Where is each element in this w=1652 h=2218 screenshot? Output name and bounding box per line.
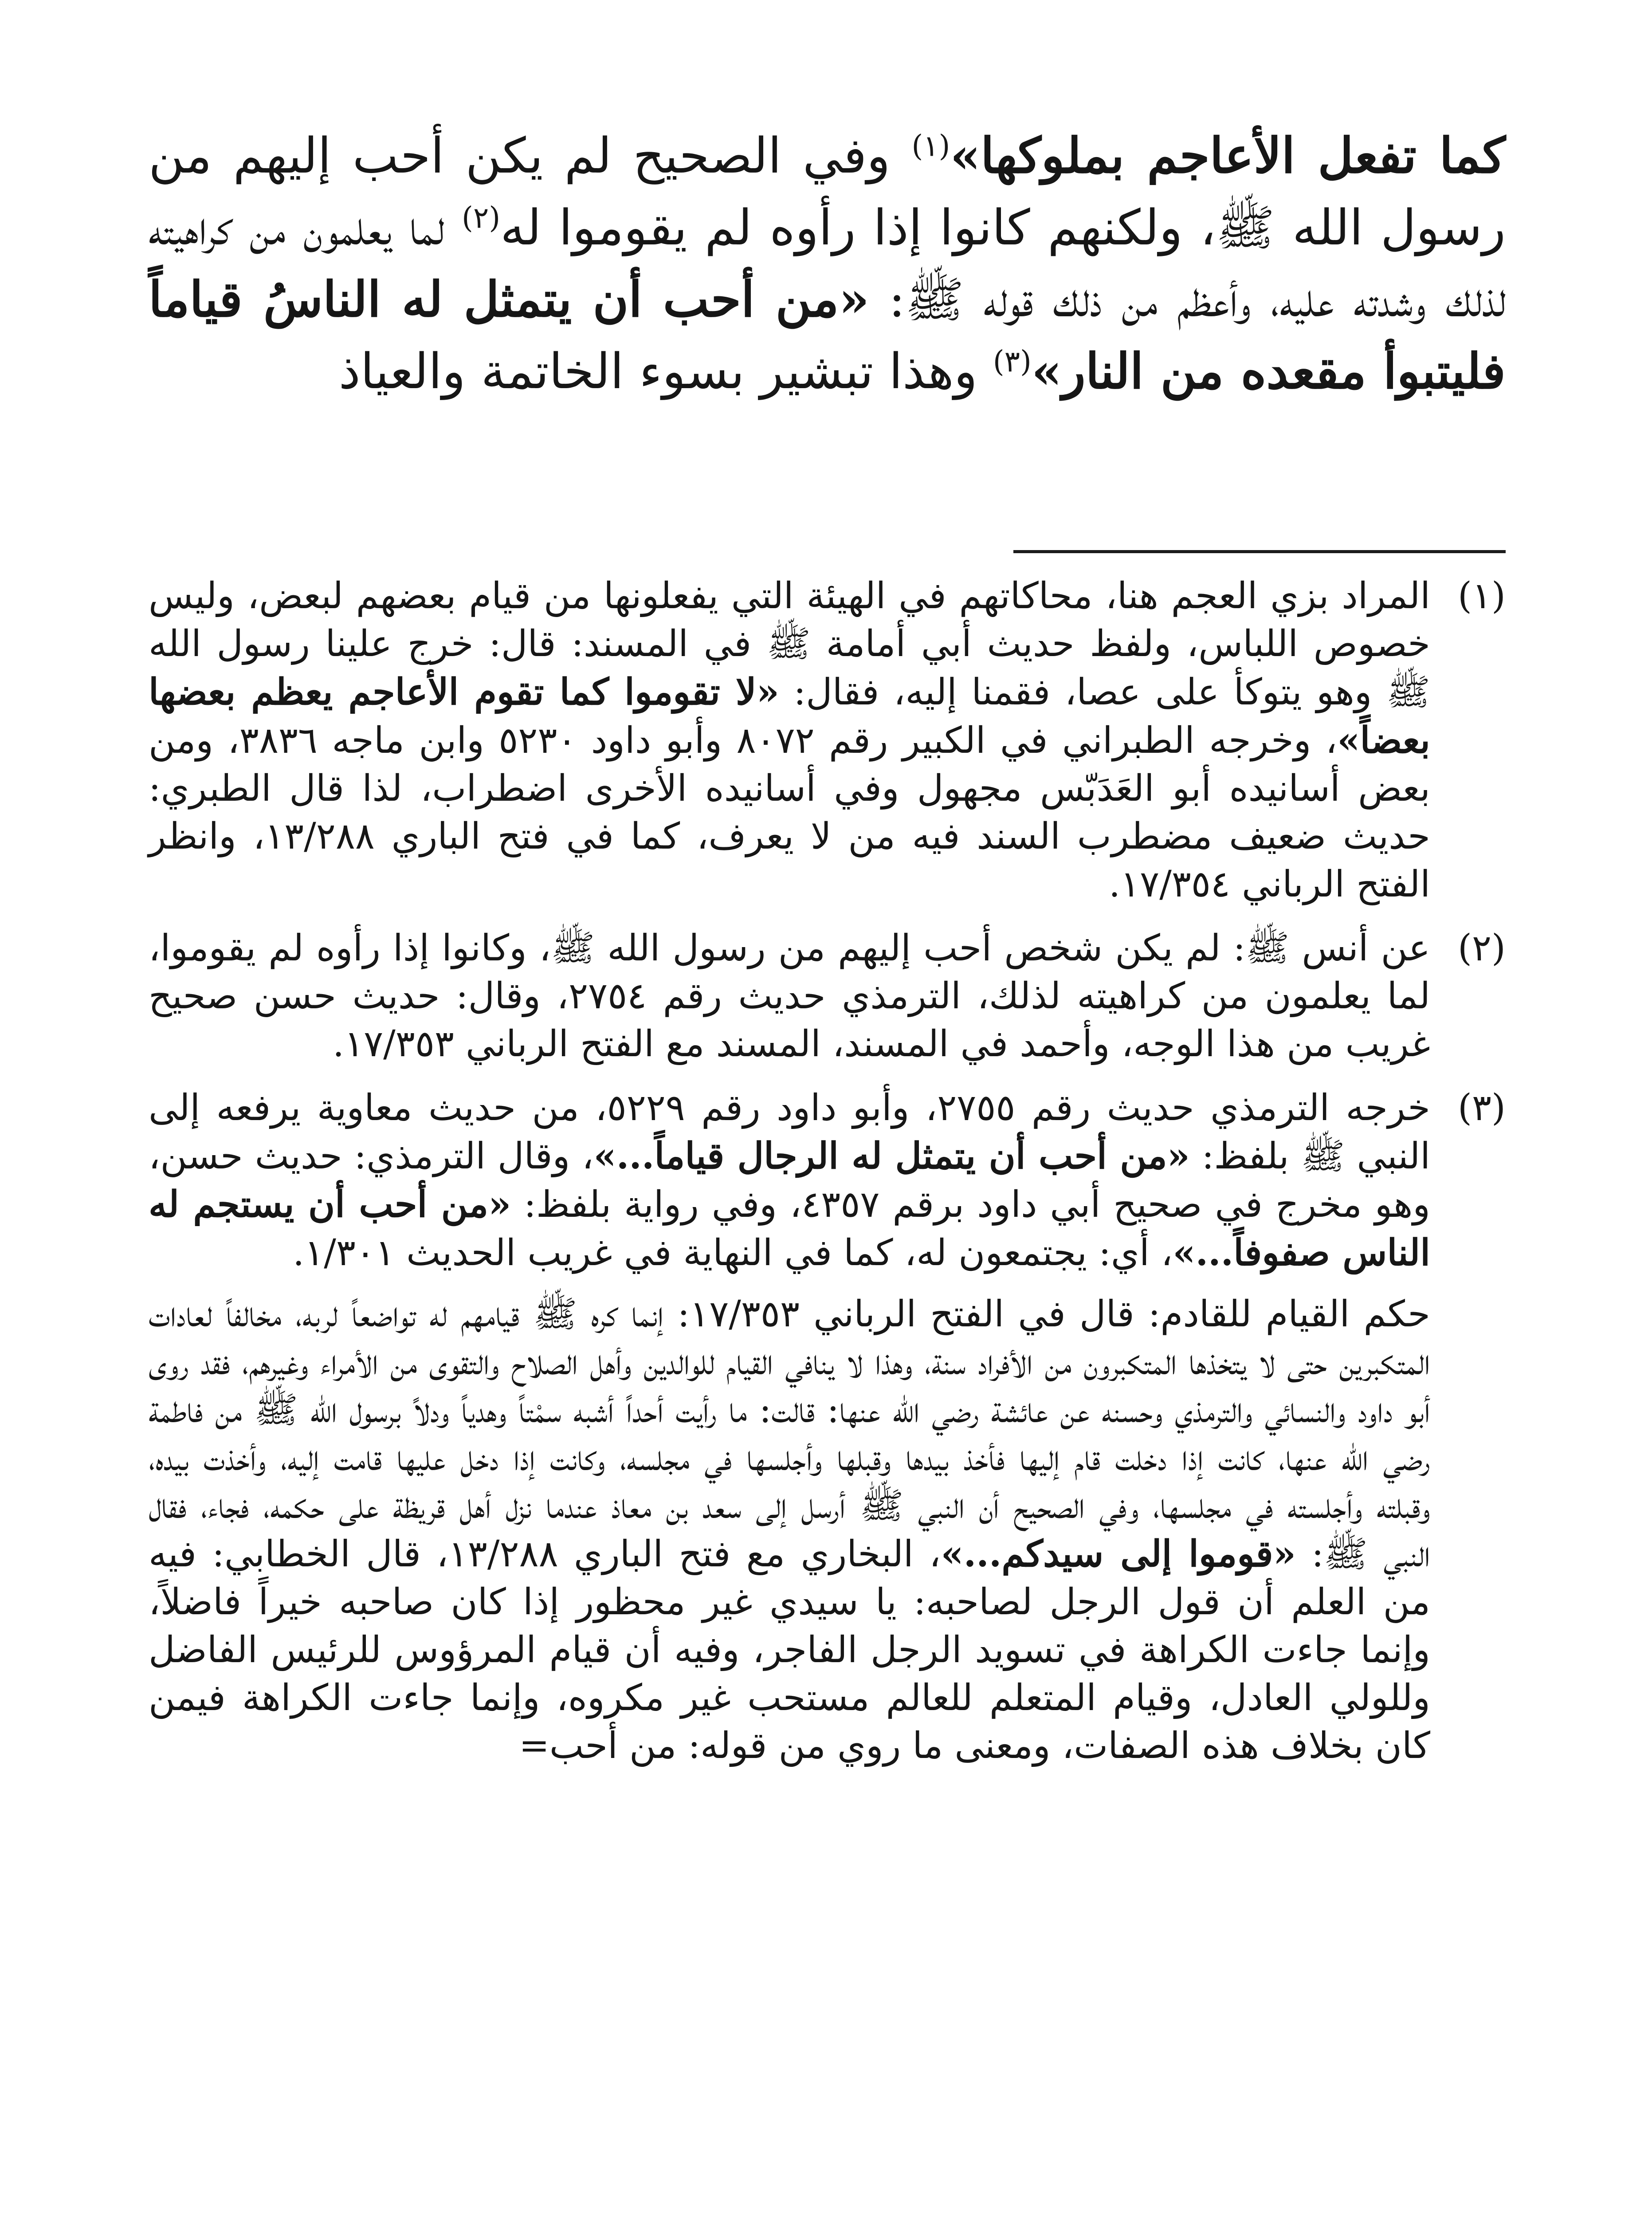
bold-quote: «قوموا إلى سيدكم...»: [941, 1533, 1296, 1575]
text-run: ، وخرجه الطبراني في الكبير رقم ٨٠٧٢ وأبو داود ٥٢٣٠ وابن ماجه ٣٨٣٦، ومن بعض أسانيده أبو العَدَبّس مجهول وفي أسانيده الأخرى اضطراب، لذا قال الطبري: حديث ضعيف مضطرب السند فيه من لا يعرف، كما في فتح الباري ١٣/٢٨٨، وانظر الفتح الرباني ١٧/٣٥٤.: [149, 720, 1430, 905]
footnote-separator: [1013, 550, 1506, 553]
footnote-ref: (٣): [993, 344, 1032, 379]
text-run: عن أنس ﷺ: لم يكن شخص أحب إليهم من رسول الله ﷺ، وكانوا إذا رأوه لم يقوموا، لما يعلمون من كراهيته لذلك، الترمذي حديث رقم ٢٧٥٤، وقال: حديث حسن صحيح غريب من هذا الوجه، وأحمد في المسند، المسند مع الفتح الرباني ١٧/٣٥٣.: [149, 927, 1430, 1065]
footnote-paragraph: [149, 572, 1430, 908]
text-run: المراد بزي العجم هنا، محاكاتهم في الهيئة التي يفعلونها من قيام بعضهم لبعض، وليس خصوص اللباس، ولفظ حديث أبي أمامة ﷺ في المسند: قال: خرج علينا رسول الله ﷺ وهو يتوكأ على عصا، فقمنا إليه، فقال:: [149, 575, 1431, 713]
footnote-3: [149, 1084, 1506, 1277]
footnote-ref: (١): [911, 129, 950, 163]
text-run: خرجه الترمذي حديث رقم ٢٧٥٥، وأبو داود رقم ٥٢٢٩، من حديث معاوية يرفعه إلى النبي ﷺ بلفظ:: [149, 1087, 1430, 1177]
footnote-ref: (٢): [462, 201, 501, 235]
continuation-paragraph: [149, 1290, 1430, 1770]
footnote-2: [149, 924, 1506, 1068]
text-run: حكم القيام للقادم: قال في الفتح الرباني ١٧/٣٥٣: إنما كره ﷺ قيامهم له تواضعاً لربه، مخالفاً لعادات المتكبرين حتى لا يتخذها المتكبرون من الأفراد سنة، وهذا لا ينافي القيام للوالدين وأهل الصلاح والتقوى من الأمراء وغيرهم، فقد روى أبو داود والنسائي والترمذي وحسنه عن عائشة رضي الله عنها: قالت: ما رأيت أحداً أشبه سمْتاً وهدياً ودلاً برسول الله ﷺ من فاطمة رضي الله عنها، كانت إذا دخلت قام إليها فأخذ بيدها وقبلها وأجلسها في مجلسه، وكانت إذا دخل عليها قامت إليه، وأخذت بيده، وقبلته وأجلسته في مجلسها، وفي الصحيح أن النبي ﷺ أرسل إلى سعد بن معاذ عندما نزل أهل قريظة على حكمه، فجاء، فقال النبي ﷺ:: [149, 1293, 1430, 1575]
footnote-paragraph: [149, 1084, 1430, 1277]
bold-quote: «من أحب أن يستجم له الناس صفوفاً...»: [149, 1183, 1430, 1274]
text-run: ، أي: يجتمعون له، كما في النهاية في غريب الحديث ١/٣٠١.: [293, 1232, 1173, 1274]
text-run: لما يعلمون من كراهيته لذلك وشدته عليه، وأعظم من ذلك قوله ﷺ:: [149, 199, 1506, 328]
footnote-number: (٣): [1457, 1087, 1506, 1129]
footnote-text: [149, 924, 1430, 1068]
footnote-number: (٢): [1457, 927, 1506, 969]
text-run: وهذا تبشير بسوء الخاتمة والعياذ: [338, 343, 993, 400]
footnote-number: (١): [1457, 575, 1506, 617]
text-run: وفي الصحيح لم يكن أحب إليهم من رسول الله ﷺ، ولكنهم كانوا إذا رأوه لم يقوموا له: [149, 127, 1506, 256]
main-text: [149, 120, 1506, 407]
footnote-continuation: [149, 1290, 1430, 1770]
main-paragraph: [149, 120, 1506, 407]
footnote-text: [149, 1084, 1430, 1277]
text-run: ، وقال الترمذي: حديث حسن، وهو مخرج في صحيح أبي داود برقم ٤٣٥٧، وفي رواية بلفظ:: [149, 1135, 1430, 1226]
bold-quote: «من أحب أن يتمثل له الرجال قياماً...»: [593, 1135, 1190, 1177]
footnote-text: [149, 572, 1430, 908]
footnote-1: [149, 572, 1506, 908]
footnotes: [149, 572, 1506, 1770]
bold-quote: كما تفعل الأعاجم بملوكها»: [950, 127, 1506, 184]
bold-quote: «من أحب أن يتمثل له الناسُ قياماً فليتبوأ مقعده من النار»: [149, 271, 1506, 400]
bold-quote: «لا تقوموا كما تقوم الأعاجم يعظم بعضها بعضاً»: [149, 671, 1430, 762]
text-run: ، البخاري مع فتح الباري ١٣/٢٨٨، قال الخطابي: فيه من العلم أن قول الرجل لصاحبه: يا سيدي غير محظور إذا كان صاحبه خيراً فاضلاً، وإنما جاءت الكراهة في تسويد الرجل الفاجر، وفيه أن قيام المرؤوس للرئيس الفاضل وللولي العادل، وقيام المتعلم للعالم مستحب غير مكروه، وإنما جاءت الكراهة فيمن كان بخلاف هذه الصفات، ومعنى ما روي من قوله: من أحب=: [149, 1533, 1430, 1767]
footnote-paragraph: [149, 924, 1430, 1068]
